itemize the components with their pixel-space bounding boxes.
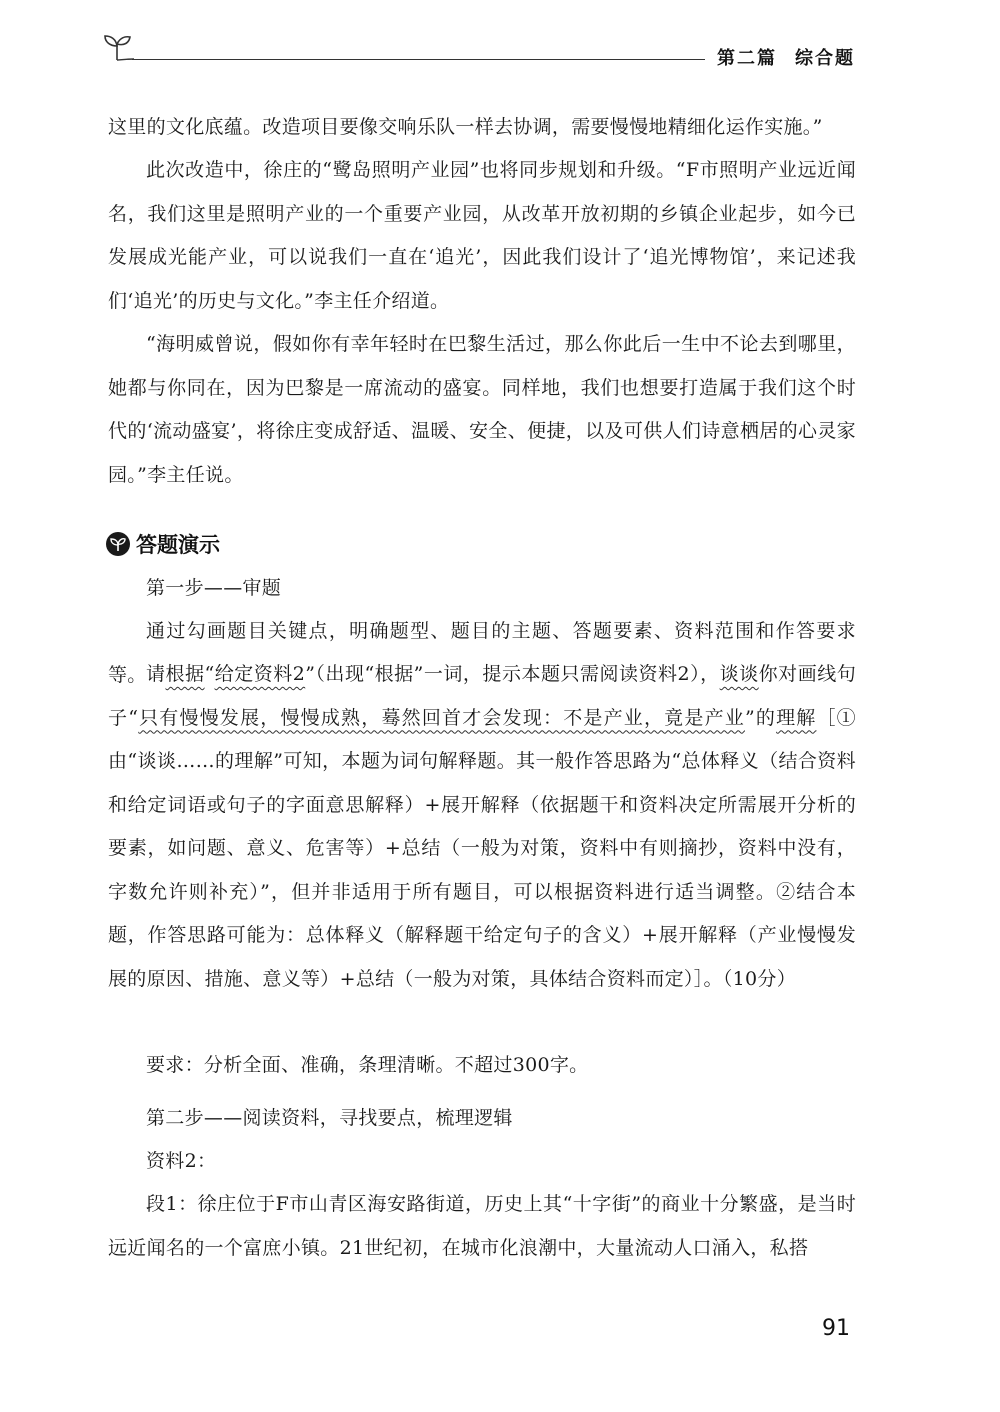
keyword-lijie: 理解 <box>776 706 817 729</box>
step2-title: 第二步——阅读资料，寻找要点，梳理逻辑 <box>146 1107 513 1129</box>
step2-material-label: 资料2： <box>146 1150 217 1172</box>
header-rule <box>132 59 705 60</box>
step1-requirement: 要求：分析全面、准确，条理清晰。不超过300字。 <box>146 1054 589 1076</box>
step1-question <box>108 653 856 1001</box>
sprout-icon <box>100 30 134 64</box>
q-mid2: ”（出现“根据”一词，提示本题只需阅读资料2）， <box>305 663 720 685</box>
q-pre: 请 <box>146 663 166 685</box>
page-number: 91 <box>822 1316 850 1341</box>
sprout-badge-icon <box>106 532 130 556</box>
q-mid1: “ <box>204 663 215 685</box>
keyword-material: 给定资料2 <box>214 663 306 685</box>
intro-paragraph-1: 这里的文化底蕴。改造项目要像交响乐队一样去协调，需要慢慢地精细化运作实施。” <box>108 116 823 138</box>
section-heading <box>106 527 220 561</box>
step1-title: 第一步——审题 <box>146 577 282 599</box>
keyword-tantan: 谈谈 <box>719 663 759 685</box>
intro-paragraph-3: “海明威曾说，假如你有幸年轻时在巴黎生活过，那么你此后一生中不论去到哪里，她都与你同在，因为巴黎是一席流动的盛宴。同样地，我们也想要打造属于我们这个时代的‘流动盛宴’，将徐庄变成舒适、温暖、安全、便捷，以及可供人们诗意栖居的心灵家园。”李主任说。 <box>108 333 856 486</box>
section-title: 答题演示 <box>136 533 220 557</box>
header-part: 第二篇 <box>717 48 777 69</box>
intro-paragraph-2: 此次改造中，徐庄的“鹭岛照明产业园”也将同步规划和升级。“F市照明产业远近闻名，我们这里是照明产业的一个重要产业园，从改革开放初期的乡镇企业起步，如今已发展成光能产业，可以说我们一直在‘追光’，因此我们设计了‘追光博物馆’，来记述我们‘追光’的历史与文化。”李主任介绍道。 <box>108 159 856 312</box>
keyword-sentence: 只有慢慢发展，慢慢成熟，蓦然回首才会发现：不是产业，竟是产业 <box>138 706 745 729</box>
header-title <box>717 44 855 70</box>
header-chapter: 综合题 <box>795 48 855 69</box>
step1-description: 通过勾画题目关键点，明确题型、题目的主题、答题要素、资料范围和作答要求等。 <box>108 620 856 686</box>
keyword-genju: 根据 <box>165 663 205 685</box>
q-mid3: 你对画线句子“ <box>108 663 857 729</box>
running-header <box>100 30 855 70</box>
q-rest: ［①由“谈谈……的理解”可知，本题为词句解释题。其一般作答思路为“总体释义（结合资料和给定词语或句子的字面意思解释）+展开解释（依据题干和资料决定所需展开分析的要素，如问题、意义、危害等）+总结（一般为对策，资料中有则摘抄，资料中没有，字数允许则补充）”，但并非适用于所有题目，可以根据资料进行适当调整。②结合本题，作答思路可能为：总体释义（解释题干给定句子的含义）+展开解释（产业慢慢发展的原因、措施、意义等）+总结（一般为对策，具体结合资料而定）］。（10分） <box>108 706 856 990</box>
step2-paragraph-1: 段1：徐庄位于F市山青区海安路街道，历史上其“十字街”的商业十分繁盛，是当时远近闻名的一个富庶小镇。21世纪初，在城市化浪潮中，大量流动人口涌入，私搭 <box>108 1193 856 1259</box>
q-mid4: ”的 <box>744 706 777 729</box>
